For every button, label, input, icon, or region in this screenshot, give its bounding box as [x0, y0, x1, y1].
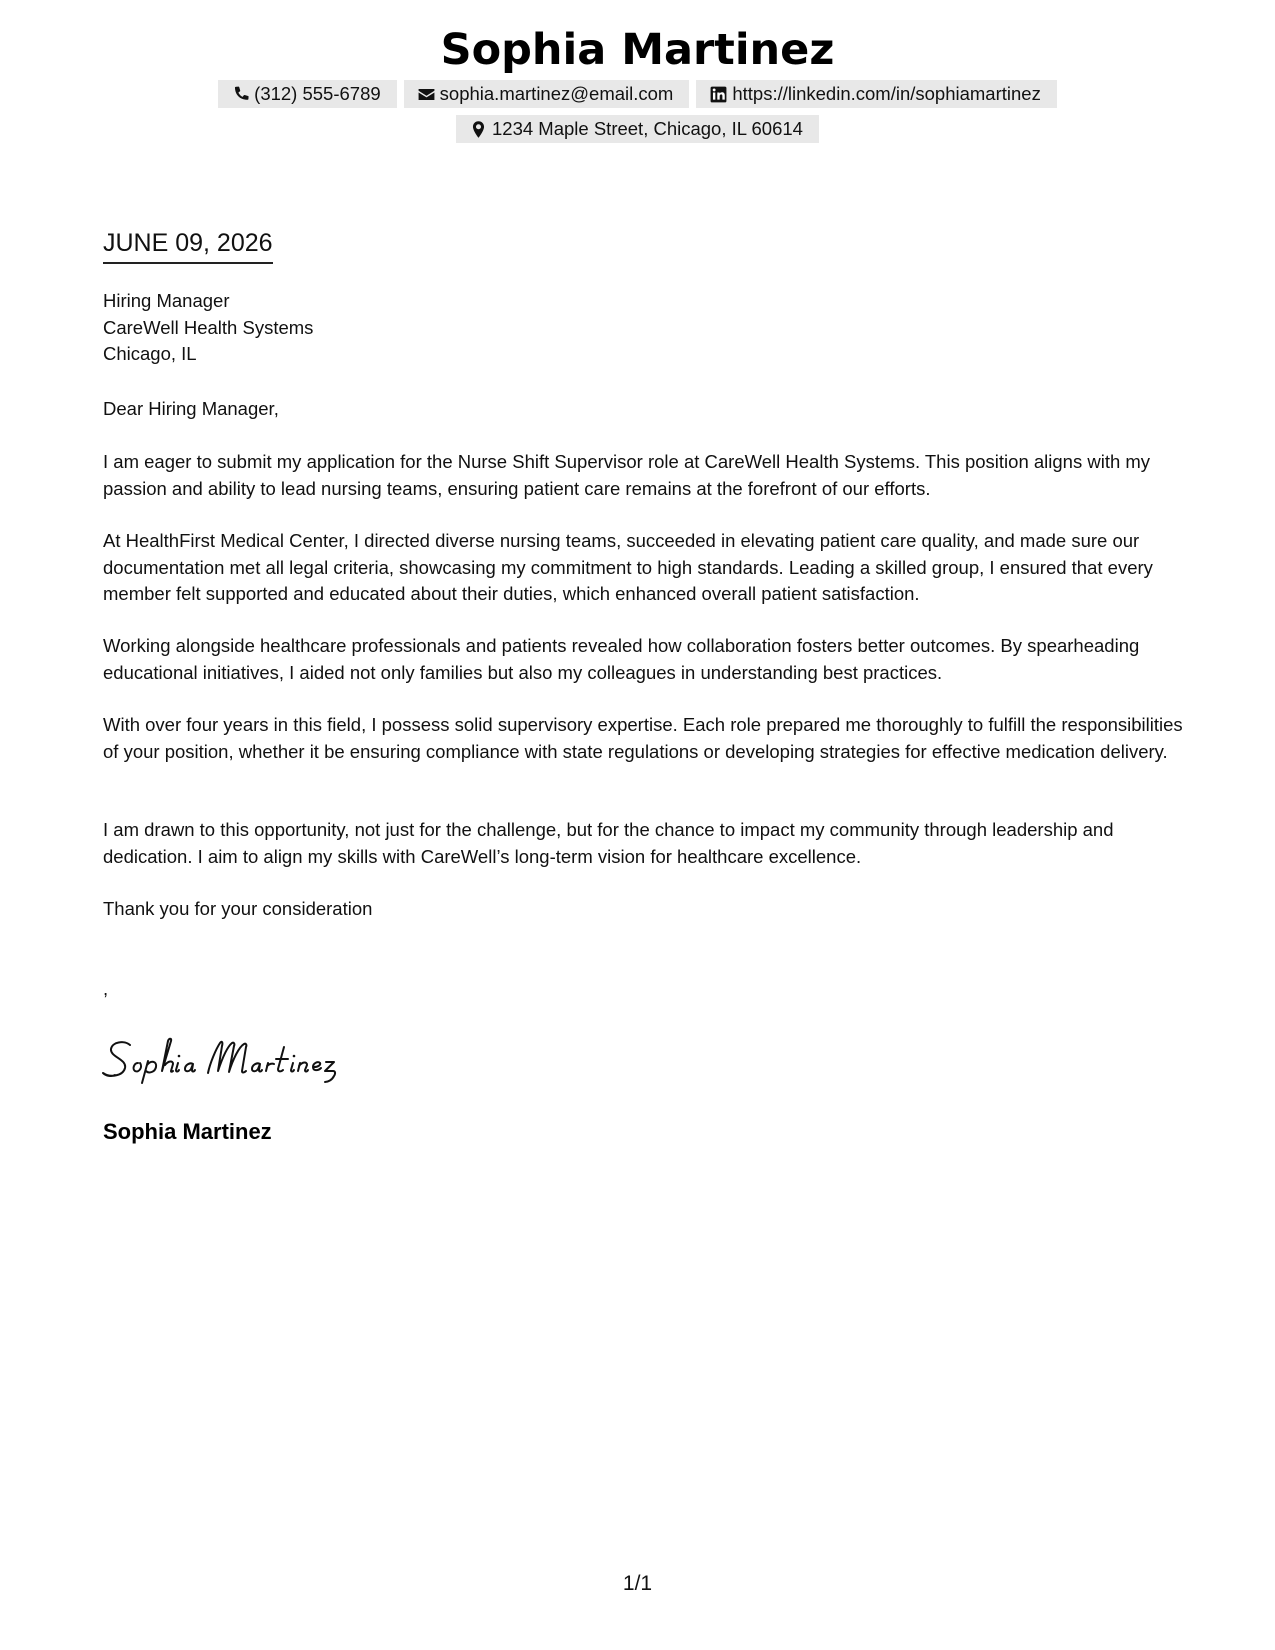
signer-name: Sophia Martinez: [103, 1119, 272, 1144]
page-number: 1/1: [622, 1572, 653, 1595]
paragraph-text: Working alongside healthcare professionals and patients revealed how collaboration fosters better outcomes. By spearheading educational initiatives, I aided not only families but also my colleagues in understanding best practices.: [103, 635, 1140, 683]
map-pin-icon: [469, 120, 488, 139]
body-paragraph-2: [103, 528, 1183, 608]
paragraph-text: I am drawn to this opportunity, not just for the challenge, but for the chance to impact my community through leadership and dedication. I aim to align my skills with CareWell’s long-term vision for healthcare excellence.: [103, 819, 1114, 867]
recipient-location: Chicago, IL: [103, 343, 197, 364]
phone-chip: [218, 80, 397, 108]
paragraph-text: At HealthFirst Medical Center, I directed diverse nursing teams, succeeded in elevating patient care quality, and made sure our documentation met all legal criteria, showcasing my commitment to high standards. Leading a skilled group, I ensured that every member felt supported and educated about their duties, which enhanced overall patient satisfaction.: [103, 530, 1153, 604]
salutation: Dear Hiring Manager,: [103, 398, 279, 419]
letter-date: JUNE 09, 2026: [103, 228, 273, 264]
address-chip: [456, 115, 819, 143]
closing-comma: ,: [103, 978, 109, 999]
applicant-name-heading: Sophia Martinez: [440, 25, 835, 75]
phone-text: (312) 555-6789: [254, 83, 381, 104]
linkedin-text: https://linkedin.com/in/sophiamartinez: [732, 83, 1041, 104]
address-row: [0, 115, 1275, 143]
recipient-title: Hiring Manager: [103, 290, 230, 311]
handwritten-signature: [100, 1035, 370, 1087]
email-chip: [404, 80, 690, 108]
recipient-company: CareWell Health Systems: [103, 316, 314, 338]
phone-icon: [231, 85, 250, 104]
paragraph-text: I am eager to submit my application for the Nurse Shift Supervisor role at CareWell Health Systems. This position aligns with my passion and ability to lead nursing teams, ensuring patient care remains at the forefront of our efforts.: [103, 451, 1151, 499]
body-paragraph-1: [103, 449, 1183, 502]
envelope-icon: [417, 85, 436, 104]
body-paragraph-5: [103, 817, 1183, 870]
recipient-block: [103, 288, 313, 368]
address-text: 1234 Maple Street, Chicago, IL 60614: [492, 118, 803, 139]
paragraph-text: With over four years in this field, I possess solid supervisory expertise. Each role prepared me thoroughly to fulfill the responsibilities of your position, whether it be ensuring compliance with state regulations or developing strategies for effective medication delivery.: [103, 714, 1183, 762]
body-paragraph-3: [103, 633, 1183, 686]
closing-line: Thank you for your consideration: [103, 898, 373, 919]
linkedin-icon: [709, 85, 728, 104]
email-text: sophia.martinez@email.com: [439, 83, 674, 104]
linkedin-chip: [696, 80, 1056, 108]
contact-info-row: [0, 80, 1275, 108]
body-paragraph-4: [103, 712, 1183, 765]
